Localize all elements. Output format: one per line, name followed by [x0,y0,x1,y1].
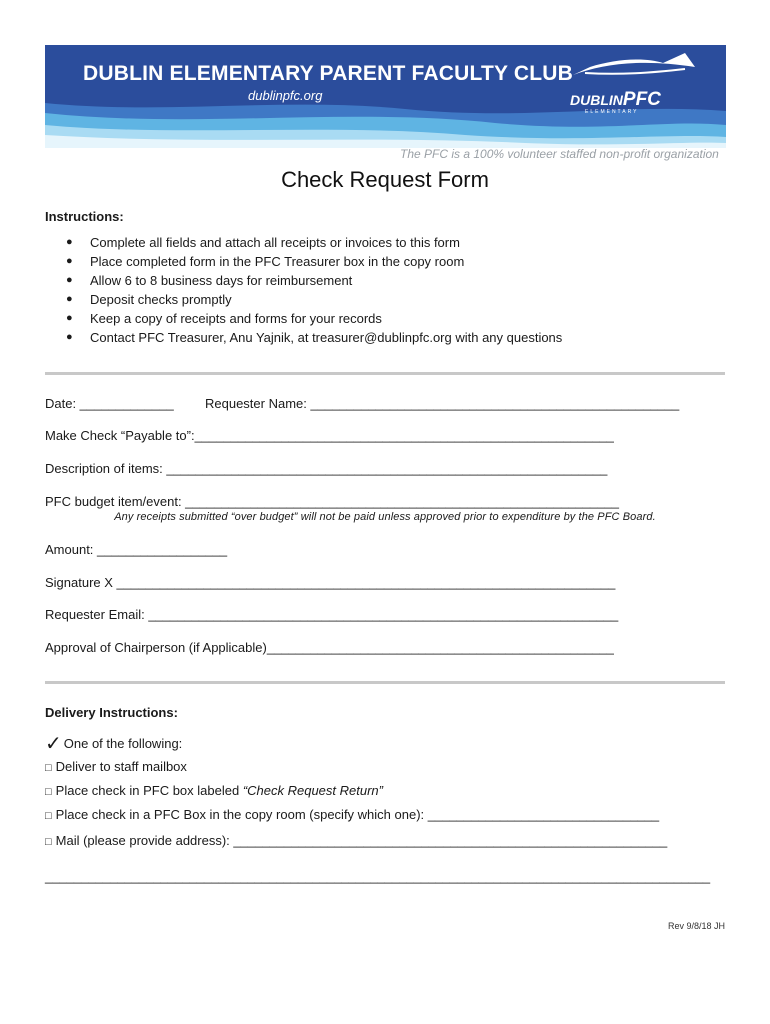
checkbox-icon[interactable]: □ [45,762,52,774]
list-item: ● Contact PFC Treasurer, Anu Yajnik, at treasurer@dublinpfc.org with any questions [66,330,563,345]
option-copy-room[interactable]: □ Place check in a PFC Box in the copy room (specify which one): ________________________________ [45,807,660,822]
payable-to-field[interactable]: Make Check “Payable to”:__________________________________________________________ [45,428,614,443]
banner-url: dublinpfc.org [248,88,323,103]
checkbox-icon[interactable]: □ [45,836,52,848]
revision-label: Rev 9/8/18 JH [668,921,726,931]
banner-title: DUBLIN ELEMENTARY PARENT FACULTY CLUB [83,62,574,85]
description-field[interactable]: Description of items: _____________________________________________________________ [45,461,608,476]
header-banner [45,45,726,148]
check-request-return-label: “Check Request Return” [242,783,383,798]
requester-email-field[interactable]: Requester Email: _________________________________________________________________ [45,607,619,622]
logo-pfc: PFC [622,89,661,110]
bullet-icon: ● [66,274,73,286]
checkbox-icon[interactable]: □ [45,786,52,798]
list-item: ● Keep a copy of receipts and forms for your records [66,311,382,326]
signature-field[interactable]: Signature X _____________________________________________________________________ [45,575,616,590]
bullet-icon: ● [66,331,73,343]
pfc-logo [570,89,700,111]
instructions-heading: Instructions: [45,209,124,224]
option-mail[interactable]: □ Mail (please provide address): ____________________________________________________________ [45,833,668,848]
approval-field[interactable]: Approval of Chairperson (if Applicable)________________________________________________ [45,640,614,655]
list-item: ● Place completed form in the PFC Treasurer box in the copy room [66,254,465,269]
delivery-heading: Delivery Instructions: [45,705,178,720]
bottom-line[interactable]: ____________________________________________________________________________________________ [45,869,711,884]
instructions-list [66,233,562,347]
logo-sub: ELEMENTARY [585,109,639,115]
budget-item-field[interactable]: PFC budget item/event: ____________________________________________________________ [45,494,619,509]
list-item: ● Allow 6 to 8 business days for reimbursement [66,273,353,288]
requester-name-field[interactable]: Requester Name: ___________________________________________________ [205,396,680,411]
date-field[interactable]: Date: _____________ [45,396,174,411]
tagline: The PFC is a 100% volunteer staffed non-profit organization [400,147,719,161]
amount-field[interactable]: Amount: __________________ [45,542,228,557]
checkmark-icon: ✓ [45,733,62,755]
budget-note: Any receipts submitted “over budget” will not be paid unless approved prior to expenditure by the PFC Board. [114,511,656,523]
bullet-icon: ● [66,255,73,267]
one-of-label: ✓ One of the following: [45,733,183,755]
checkbox-icon[interactable]: □ [45,810,52,822]
section-divider [45,372,725,375]
list-item: ● Complete all fields and attach all receipts or invoices to this form [66,235,460,250]
option-pfc-box[interactable]: □ Place check in PFC box labeled “Check Request Return” [45,783,383,798]
option-staff-mailbox[interactable]: □ Deliver to staff mailbox [45,759,187,774]
page-title: Check Request Form [281,167,489,192]
bullet-icon: ● [66,236,73,248]
bullet-icon: ● [66,293,73,305]
bullet-icon: ● [66,312,73,324]
list-item: ● Deposit checks promptly [66,292,232,307]
section-divider [45,681,725,684]
logo-main: DUBLIN [570,92,623,108]
